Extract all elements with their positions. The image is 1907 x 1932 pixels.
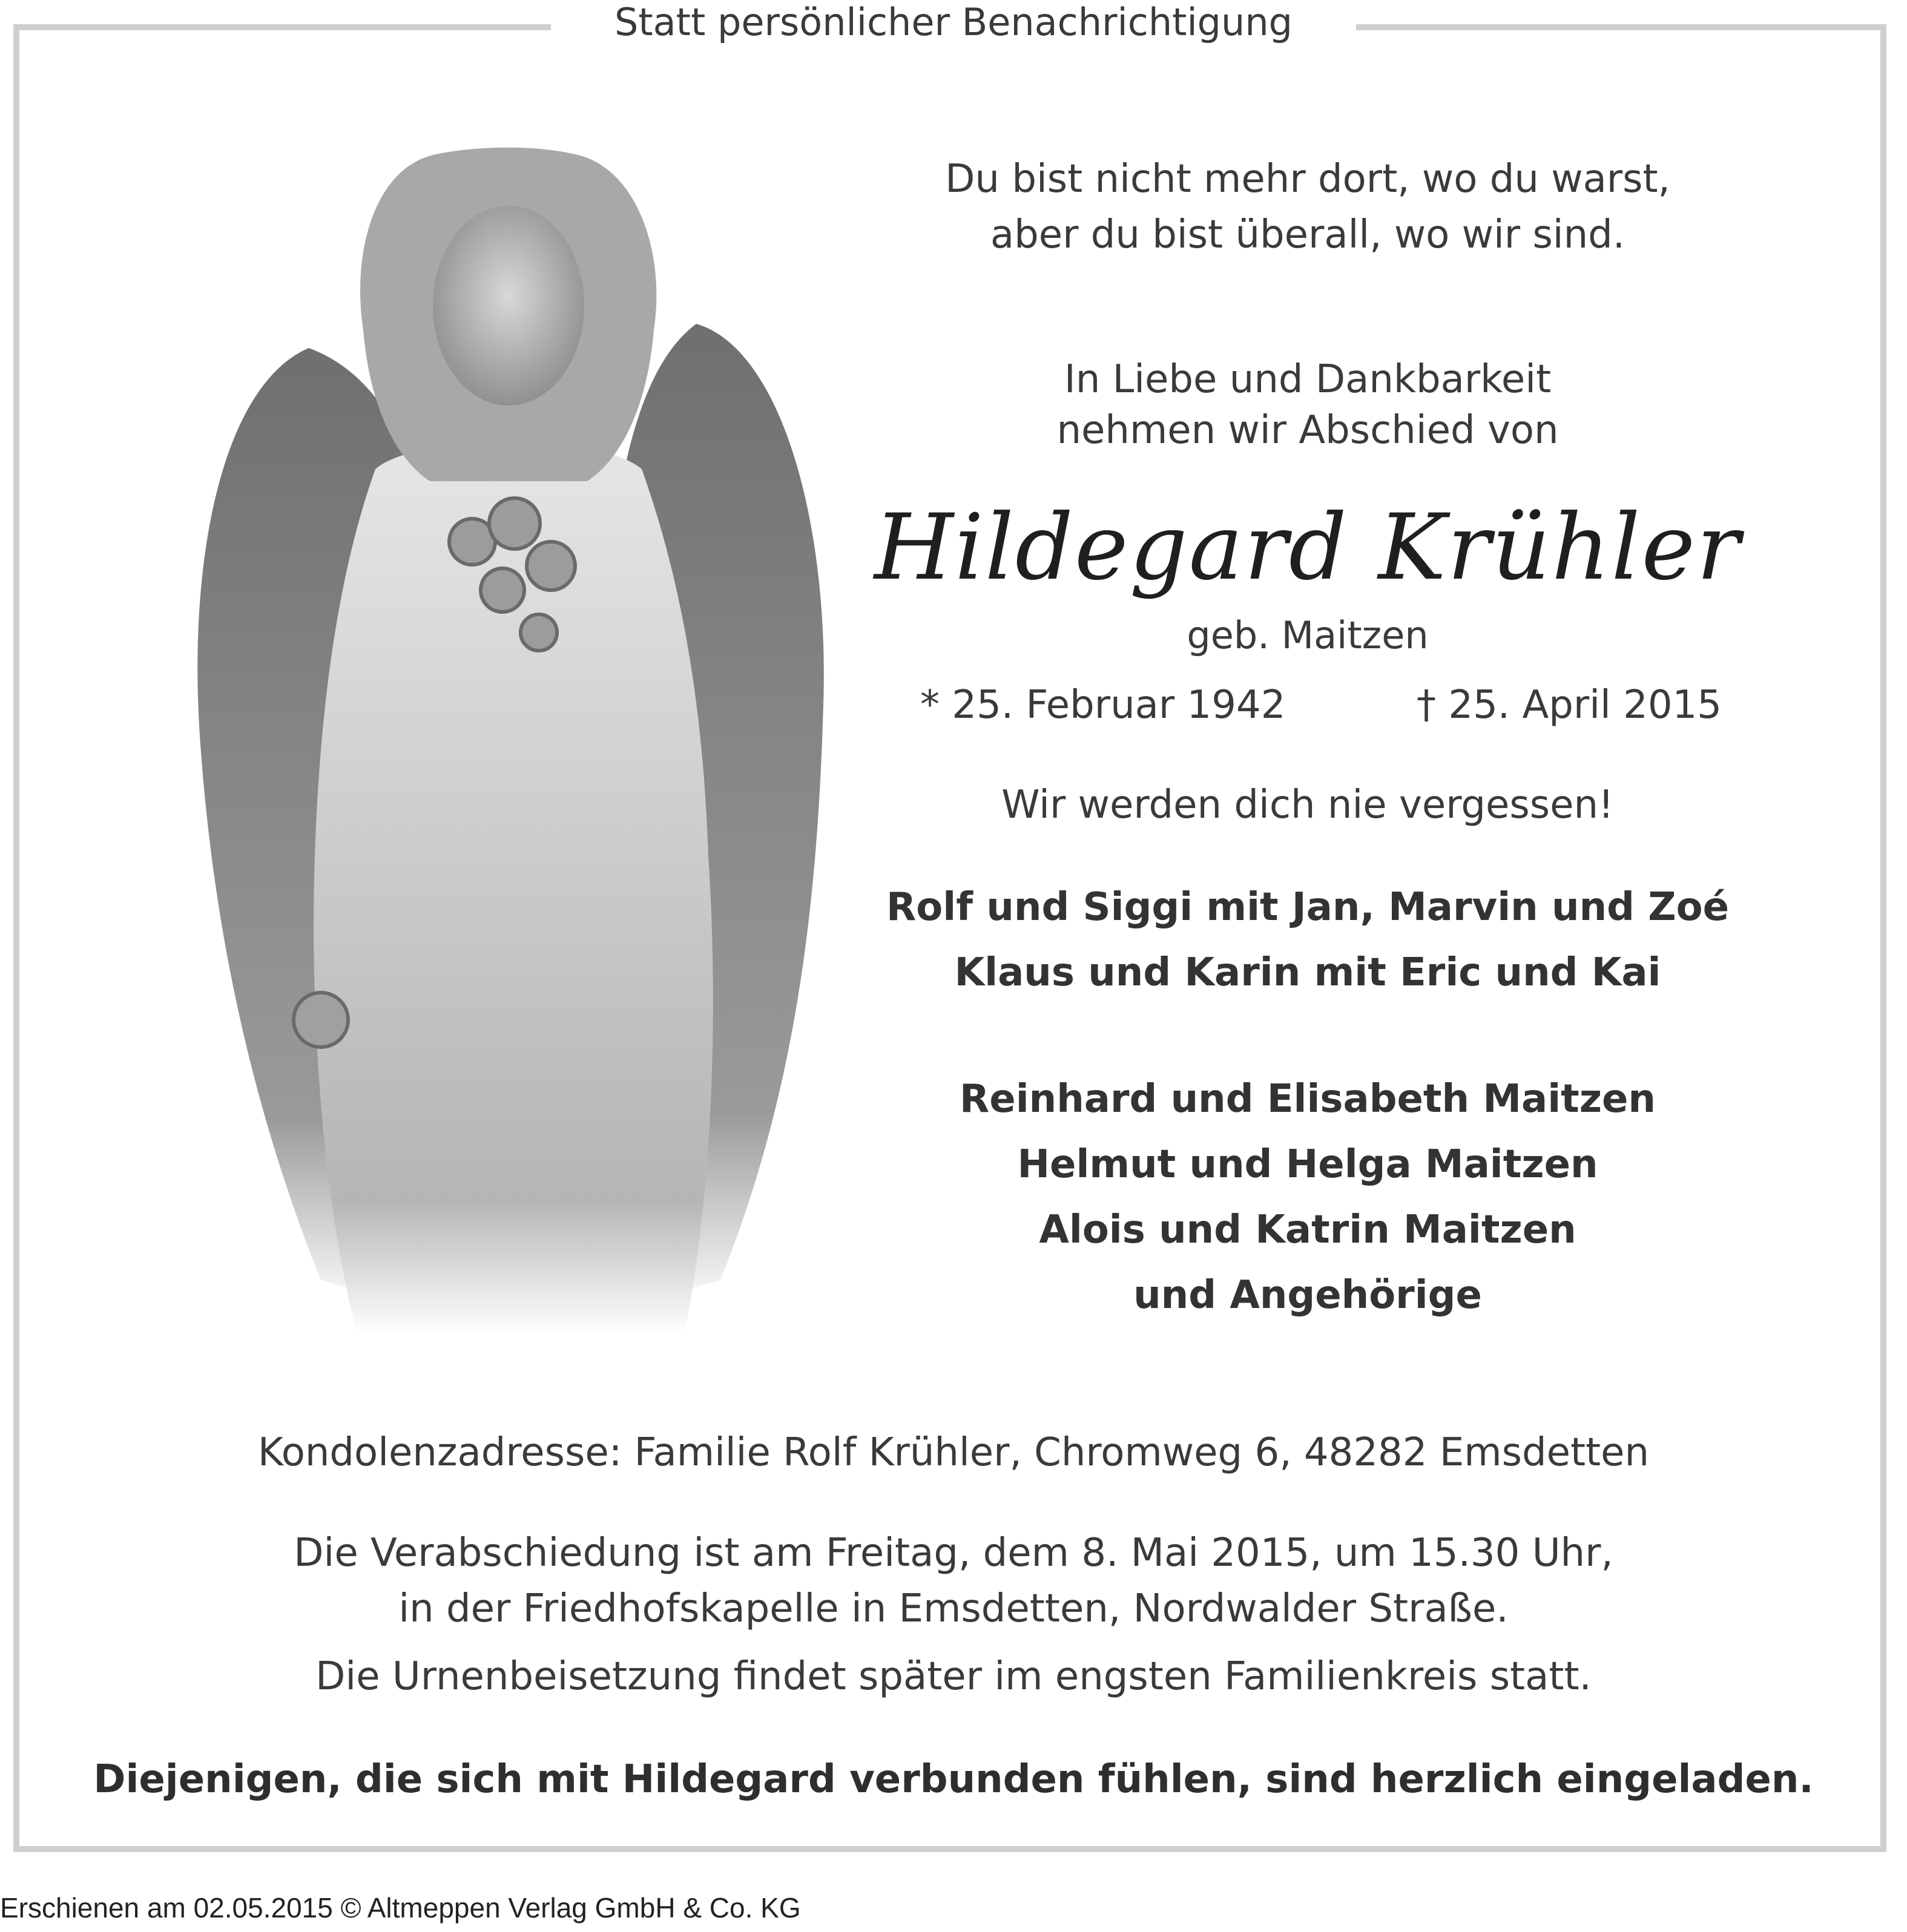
birth-date: * 25. Februar 1942 <box>920 683 1286 728</box>
ceremony-line: in der Friedhofskapelle in Emsdetten, Nordwalder Straße. <box>398 1586 1509 1631</box>
quote-block <box>848 151 1768 263</box>
mourner-line: Alois und Katrin Maitzen <box>1039 1208 1576 1252</box>
condolence-address: Kondolenzadresse: Familie Rolf Krühler, Chromweg 6, 48282 Emsdetten <box>257 1430 1650 1475</box>
invitation-text: Diejenigen, die sich mit Hildegard verbunden fühlen, sind herzlich eingeladen. <box>93 1757 1814 1802</box>
urn-burial-info: Die Urnenbeisetzung findet später im engsten Familienkreis statt. <box>315 1654 1592 1699</box>
intro-line: nehmen wir Abschied von <box>1056 408 1559 453</box>
mourner-line: und Angehörige <box>1133 1273 1482 1318</box>
farewell-text: Wir werden dich nie vergessen! <box>1001 783 1614 827</box>
ceremony-info <box>18 1525 1889 1637</box>
mourner-line: Klaus und Karin mit Eric und Kai <box>954 950 1661 995</box>
intro-block <box>848 354 1768 456</box>
deceased-name: Hildegard Krühler <box>874 495 1741 600</box>
header-label: Statt persönlicher Benachrichtigung <box>551 0 1356 48</box>
mourner-line: Helmut und Helga Maitzen <box>1017 1142 1598 1187</box>
angel-statue-image <box>176 130 848 1353</box>
ceremony-line: Die Verabschiedung ist am Freitag, dem 8. Mai 2015, um 15.30 Uhr, <box>294 1531 1613 1576</box>
publication-footer: Erschienen am 02.05.2015 © Altmeppen Verlag GmbH & Co. KG <box>0 1892 801 1924</box>
mourner-line: Reinhard und Elisabeth Maitzen <box>960 1077 1656 1122</box>
maiden-name: geb. Maitzen <box>1187 613 1429 657</box>
mourners-group-1 <box>848 875 1768 1005</box>
quote-line: aber du bist überall, wo wir sind. <box>990 212 1625 257</box>
rose-in-hand-icon <box>294 993 348 1047</box>
mourner-line: Rolf und Siggi mit Jan, Marvin und Zoé <box>886 885 1729 930</box>
quote-line: Du bist nicht mehr dort, wo du warst, <box>945 157 1670 202</box>
intro-line: In Liebe und Dankbarkeit <box>1064 357 1552 402</box>
mourners-group-2 <box>848 1066 1768 1328</box>
face-shape <box>433 206 584 406</box>
death-date: † 25. April 2015 <box>1417 683 1722 728</box>
